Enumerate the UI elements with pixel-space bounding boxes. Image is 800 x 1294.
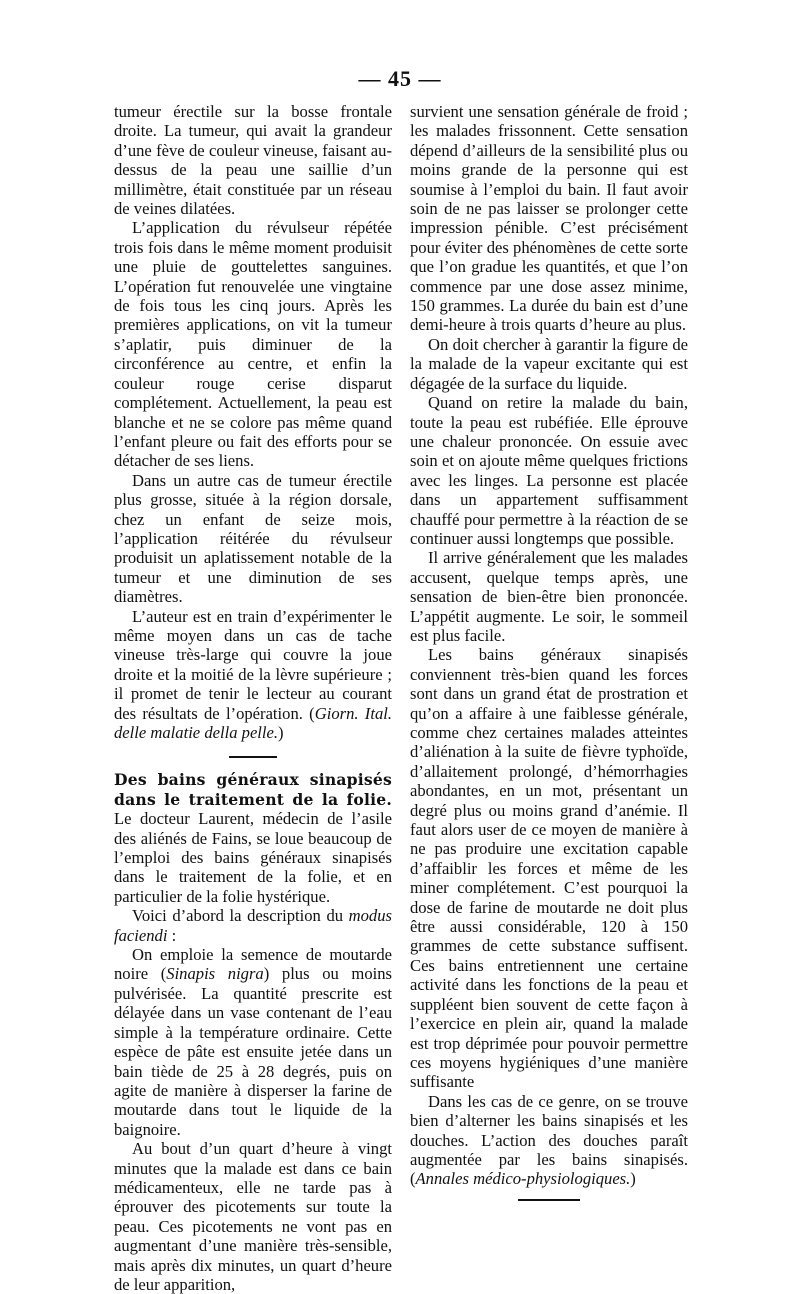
paragraph: Quand on retire la malade du bain, toute la peau est rubéfiée. Elle éprouve une chaleur prononcée. On essuie avec soin et on ajoute même quelques frictions avec les linges. La personne est placée dans un appartement suffisamment chauffé pour permettre à la réaction de se continuer aussi longtemps que possible.	[410, 393, 688, 548]
page-number: — 45 —	[358, 66, 442, 91]
paragraph: Les bains généraux sinapisés conviennent très-bien quand les forces sont dans un grand état de prostration et qu’on a affaire à une faiblesse générale, comme chez certaines malades atteintes d’aliénation à la suite de fièvre typhoïde, d’allaitement prolongé, d’hémorrhagies abondantes, en un mot, présentant un degré plus ou moins grand d’anémie. Il faut alors user de ce moyen de manière à ne pas produire une excitation capable d’affaiblir les forces et même de les miner complétement. C’est pourquoi la dose de farine de moutarde ne doit plus être aussi considérable, 120 à 150 grammes de cette substance suffisent. Ces bains entretiennent une certaine activité dans les fonctions de la peau et suppléent bien souvent de cette façon à l’exercice en plein air, quand la malade est trop déprimée pour pouvoir permettre ces moyens hygiéniques d’une manière suffisante	[410, 645, 688, 1092]
section-heading: Des bains généraux sinapisés dans le traitement de la folie.	[114, 770, 392, 809]
source-citation: Giorn. Ital. delle malatie della pelle.	[114, 703, 392, 742]
paragraph: On doit chercher à garantir la figure de la malade de la vapeur excitante qui est dégagée de la surface du liquide.	[410, 334, 688, 393]
latin-phrase: modus faciendi	[114, 906, 392, 945]
paragraph-text: Dans les cas de ce genre, on se trouve bien d’alterner les bains sinapisés et les douches. L’action des douches paraît augmentée par les bains sinapisés. (	[410, 1091, 688, 1189]
paragraph: tumeur érectile sur la bosse frontale droite. La tumeur, qui avait la grandeur d’une fève de couleur vineuse, faisant au-dessus de la peau une saillie d’un millimètre, était constituée par un réseau de veines dilatées.	[114, 102, 392, 219]
paragraph	[410, 1092, 688, 1189]
right-column	[410, 102, 688, 1201]
paragraph: Dans un autre cas de tumeur érectile plus grosse, située à la région dorsale, chez un enfant de seize mois, l’application réitérée du révulseur produisit un aplatissement notable de la tumeur et une diminution de ses diamètres.	[114, 470, 392, 607]
end-rule	[518, 1199, 580, 1201]
paragraph: Au bout d’un quart d’heure à vingt minutes que la malade est dans ce bain médicamenteux, elle ne tarde pas à éprouver des picotements sur toute la peau. Ces picotements ne vont pas en augmentant d’une manière très-sensible, mais après dix minutes, un quart d’heure de leur apparition,	[114, 1139, 392, 1294]
paragraph: survient une sensation générale de froid ; les malades frissonnent. Cette sensation dépend d’ailleurs de la sensibilité plus ou moins grande de la personne qui est soumise à l’emploi du bain. Il faut avoir soin de ne pas laisser se prolonger cette impression pénible. C’est précisément pour éviter des phénomènes de cette sorte que l’on gradue les quantités, et que l’on commence par une dose assez minime, 150 grammes. La durée du bain est d’une demi-heure à trois quarts d’heure au plus.	[410, 102, 688, 335]
paragraph-text: L’auteur est en train d’expérimenter le même moyen dans un cas de tache vineuse très-large qui couvre la joue droite et la moitié de la lèvre supérieure ; il promet de tenir le lecteur au courant des résultats de l’opération. (	[114, 606, 392, 723]
paragraph	[114, 906, 392, 945]
section-divider	[229, 756, 277, 758]
citation-close: )	[278, 723, 284, 742]
paragraph-text: Voici d’abord la description du	[132, 906, 349, 926]
paragraph-text: On emploie la semence de moutarde noire (	[114, 945, 392, 984]
left-column	[114, 102, 392, 1294]
source-citation: Annales médico-physiologiques.	[415, 1169, 631, 1189]
section-paragraph	[114, 770, 392, 906]
citation-close: )	[630, 1169, 636, 1189]
paragraph-text: Le docteur Laurent, médecin de l’asile des aliénés de Fains, se loue beaucoup de l’emploi des bains généraux sinapisés dans le traitement de la folie, et en particulier de la folie hystérique.	[114, 809, 392, 906]
latin-term: Sinapis nigra	[166, 964, 264, 984]
paragraph-text: :	[167, 925, 177, 945]
paragraph-text: ) plus ou moins pulvérisée. La quantité prescrite est délayée dans un vase contenant de l’eau simple à la température ordinaire. Cette espèce de pâte est ensuite jetée dans un bain tiède de 25 à 28 degrés, puis on agite de manière à disperser la farine de moutarde dans tout le liquide de la baignoire.	[114, 964, 392, 1139]
paragraph: L’application du révulseur répétée trois fois dans le même moment produisit une pluie de gouttelettes sanguines. L’opération fut renouvelée une vingtaine de fois tous les cinq jours. Après les premières applications, on vit la tumeur s’aplatir, puis diminuer de la circonférence au centre, et enfin la couleur rouge cerise disparut complétement. Actuellement, la peau est blanche et ne se colore pas même quand l’enfant pleure ou fait des efforts pour se détacher de ses liens.	[114, 218, 392, 471]
paragraph: Il arrive généralement que les malades accusent, quelque temps après, une sensation de bien-être bien prononcée. L’appétit augmente. Le soir, le sommeil est plus facile.	[410, 548, 688, 645]
paragraph	[114, 945, 392, 1139]
paragraph	[114, 607, 392, 743]
